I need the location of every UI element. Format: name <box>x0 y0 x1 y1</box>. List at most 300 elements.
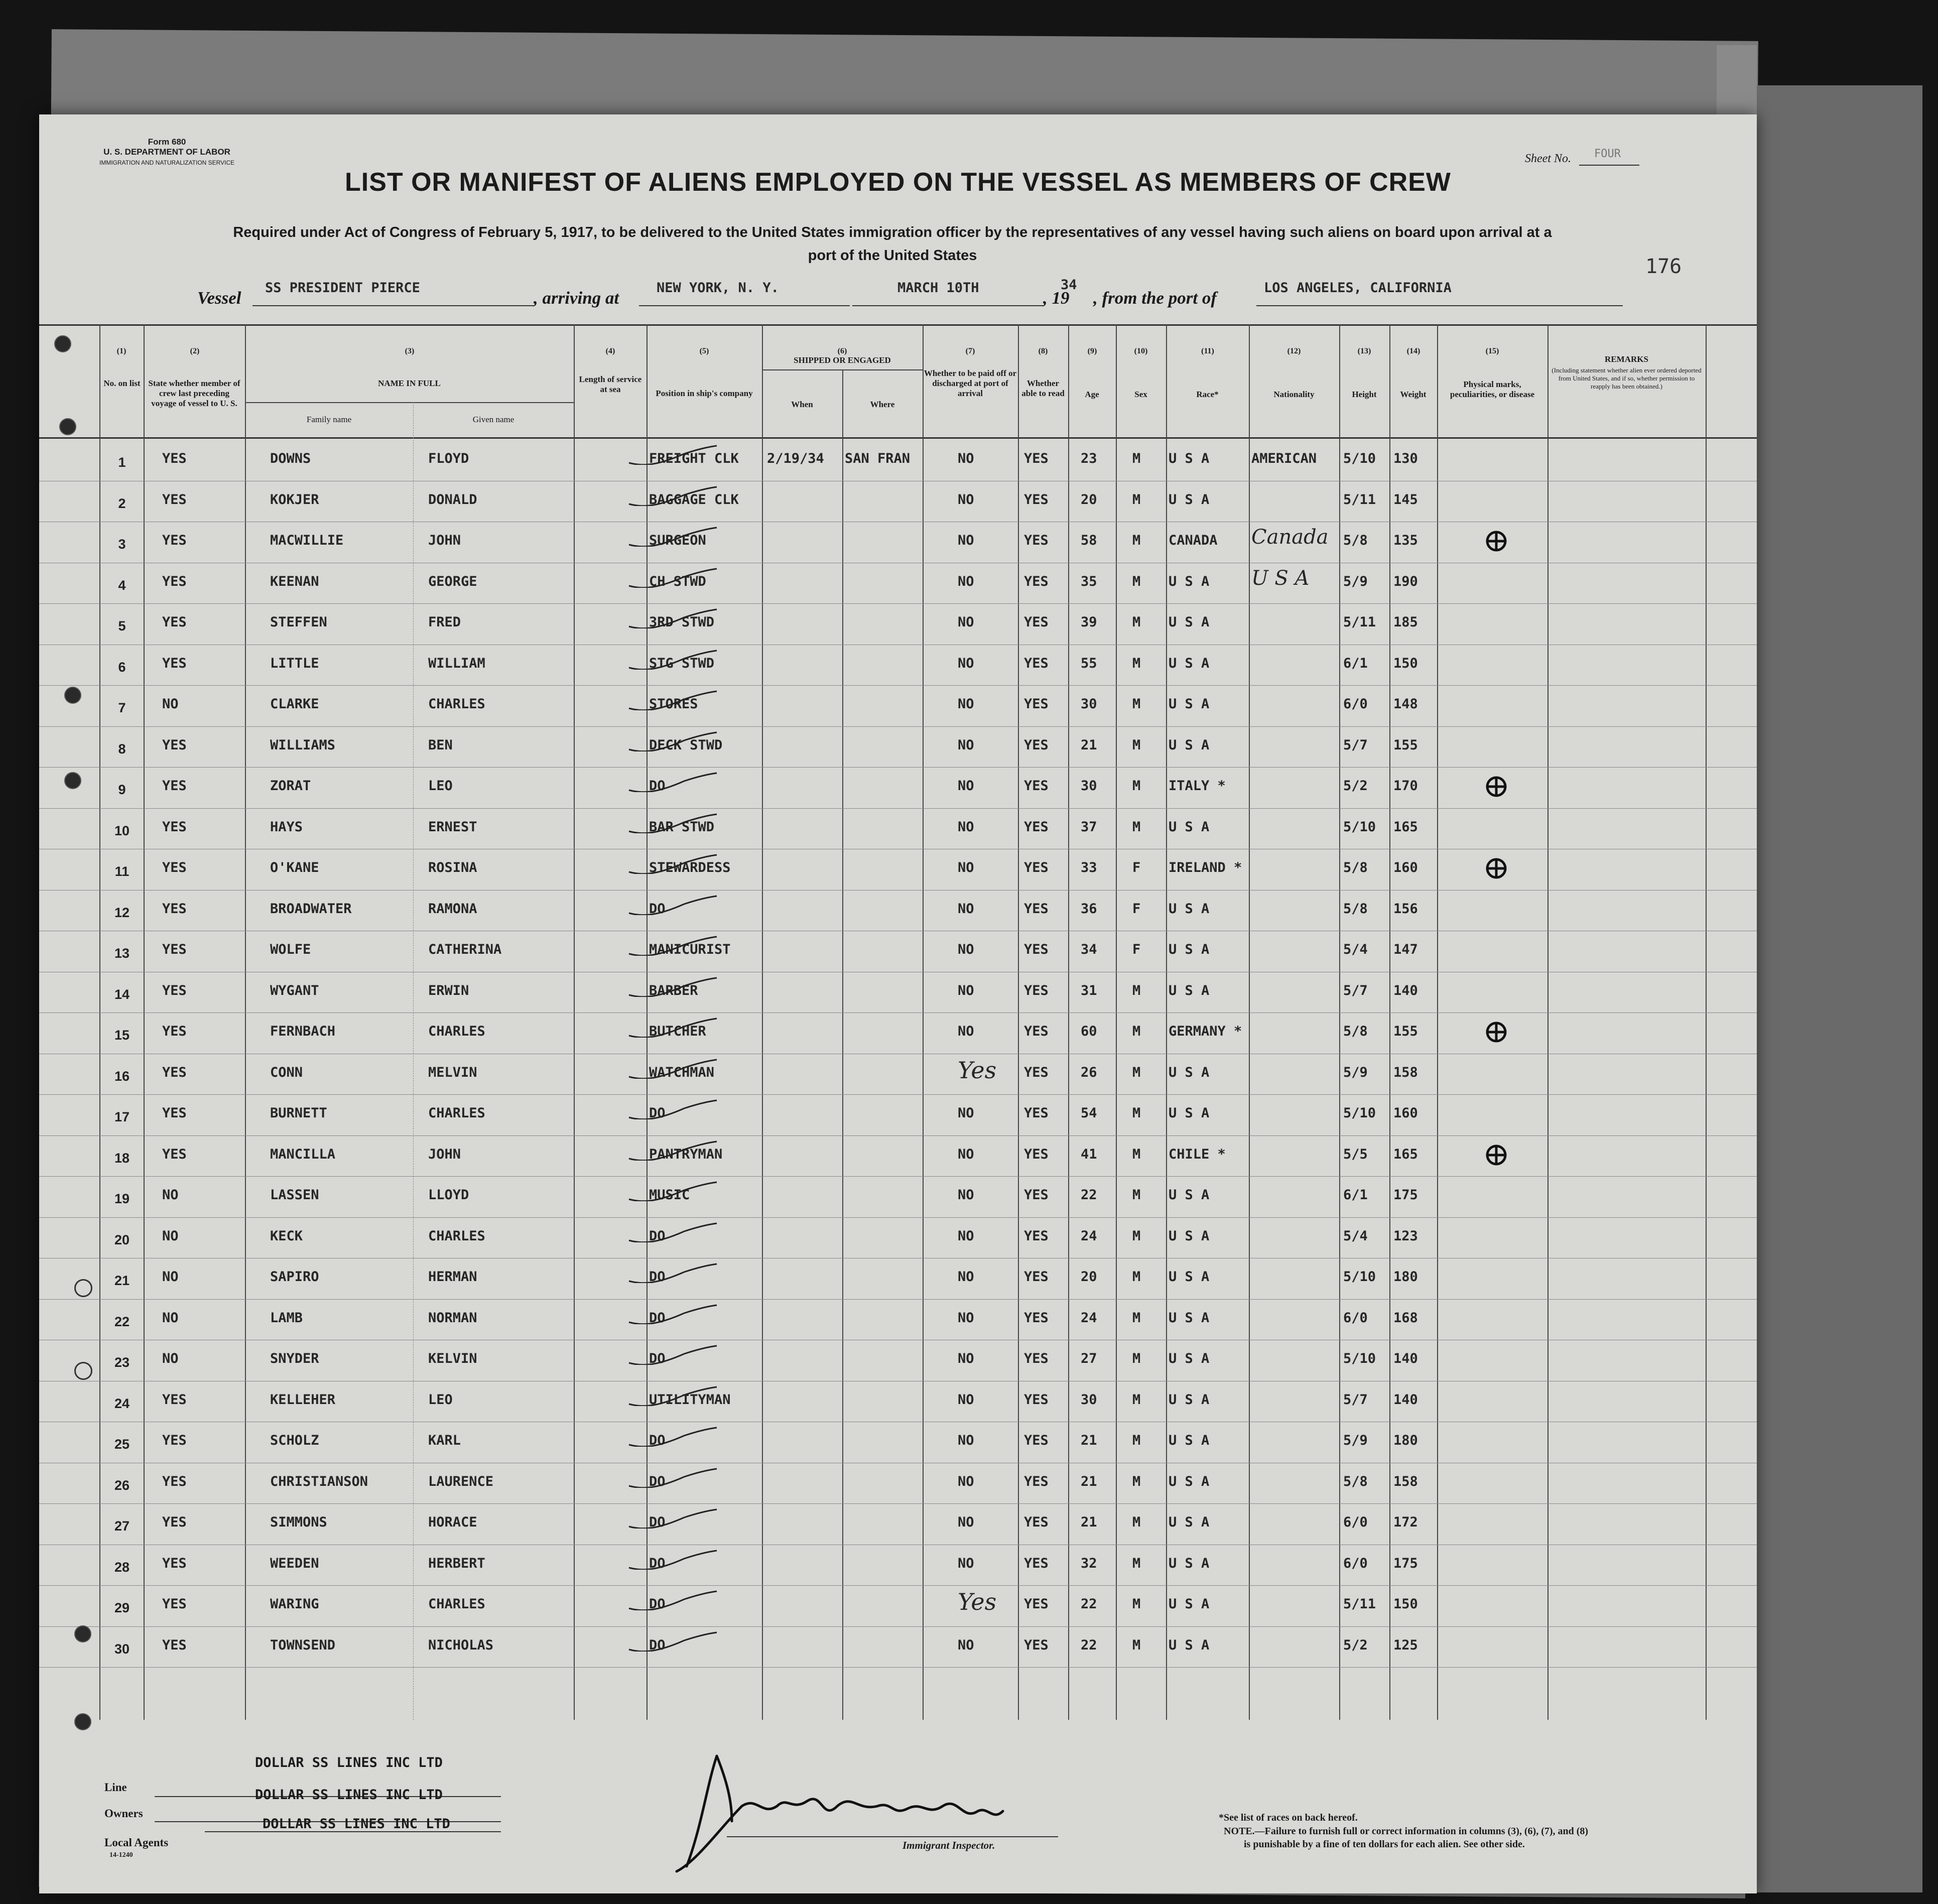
height-cell: 5/8 <box>1343 533 1368 548</box>
sex-cell: M <box>1132 1473 1141 1489</box>
inspector-signature <box>657 1746 1108 1886</box>
able-read-cell: YES <box>1024 1064 1049 1080</box>
name-subheader-line <box>245 402 574 403</box>
position-cell: DO <box>649 1596 666 1612</box>
able-read-cell: YES <box>1024 1310 1049 1326</box>
prev-voyage-cell: YES <box>162 1555 187 1571</box>
age-cell: 22 <box>1081 1637 1097 1653</box>
height-cell: 5/11 <box>1343 491 1376 507</box>
prev-voyage-cell: YES <box>162 491 187 507</box>
given-name-cell: RAMONA <box>428 901 477 917</box>
document-title: LIST OR MANIFEST OF ALIENS EMPLOYED ON THE VESSEL AS MEMBERS OF CREW <box>345 168 1451 197</box>
height-cell: 5/7 <box>1343 1391 1368 1408</box>
row-number: 28 <box>114 1559 130 1575</box>
weight-cell: 160 <box>1393 860 1418 875</box>
prev-voyage-cell: YES <box>162 573 187 589</box>
able-read-cell: YES <box>1024 1637 1049 1653</box>
race-cell: CANADA <box>1169 533 1218 548</box>
given-name-cell: MELVIN <box>428 1064 477 1080</box>
able-read-cell: YES <box>1024 1351 1049 1366</box>
sex-cell: M <box>1132 1514 1141 1530</box>
position-cell: DO <box>649 778 666 794</box>
family-name-cell: CHRISTIANSON <box>270 1473 368 1489</box>
row-rule <box>39 1012 1757 1013</box>
weight-cell: 180 <box>1393 1433 1418 1448</box>
age-cell: 24 <box>1081 1228 1097 1244</box>
weight-cell: 125 <box>1393 1637 1418 1653</box>
weight-cell: 155 <box>1393 1024 1418 1039</box>
sheet-number-field <box>1579 148 1639 166</box>
age-cell: 21 <box>1081 1433 1097 1448</box>
age-cell: 24 <box>1081 1310 1097 1326</box>
vessel-underline <box>252 305 534 306</box>
weight-cell: 140 <box>1393 1391 1418 1408</box>
race-cell: U S A <box>1169 1596 1210 1612</box>
colnum-8: (8) <box>1038 347 1048 355</box>
position-cell: DO <box>649 1228 666 1244</box>
weight-cell: 150 <box>1393 1596 1418 1612</box>
given-name-cell: FLOYD <box>428 451 469 466</box>
age-cell: 30 <box>1081 696 1097 712</box>
row-rule <box>39 1299 1757 1300</box>
header-state-whether: State whether member of crew last preceding voyage of vessel to U. S. <box>148 378 240 408</box>
check-mark-icon <box>624 1263 719 1283</box>
weight-cell: 185 <box>1393 614 1418 630</box>
check-mark-icon <box>624 1059 719 1079</box>
able-read-cell: YES <box>1024 1187 1049 1203</box>
family-name-cell: SAPIRO <box>270 1269 319 1285</box>
given-name-cell: CHARLES <box>428 1105 485 1121</box>
prev-voyage-cell: YES <box>162 614 187 630</box>
paid-off-cell: NO <box>958 491 974 507</box>
from-port-underline <box>1256 305 1623 306</box>
given-name-cell: JOHN <box>428 533 461 548</box>
sex-cell: M <box>1132 1064 1141 1080</box>
row-number: 19 <box>114 1191 130 1206</box>
shipped-where-cell: SAN FRAN <box>845 451 911 466</box>
col-divider <box>574 324 575 1720</box>
prev-voyage-cell: YES <box>162 1596 187 1612</box>
row-number: 9 <box>118 782 126 797</box>
col-divider <box>413 402 414 1720</box>
given-name-cell: JOHN <box>428 1146 461 1162</box>
circled-cross-icon <box>1485 530 1508 553</box>
vessel-info-line <box>39 277 1757 310</box>
page-number-stamp: 176 <box>1645 255 1682 278</box>
height-cell: 5/9 <box>1343 1433 1368 1448</box>
paid-off-cell: NO <box>958 1228 974 1244</box>
form-header-block <box>99 137 234 168</box>
colnum-12: (12) <box>1287 347 1301 355</box>
prev-voyage-cell: YES <box>162 1105 187 1121</box>
height-cell: 5/10 <box>1343 819 1376 835</box>
given-name-cell: BEN <box>428 737 453 753</box>
binder-hole <box>74 1713 91 1730</box>
agents-underline <box>205 1831 501 1832</box>
inspector-label: Immigrant Inspector. <box>902 1839 995 1851</box>
paid-off-cell: NO <box>958 1269 974 1285</box>
family-name-cell: BROADWATER <box>270 901 352 917</box>
prev-voyage-cell: YES <box>162 655 187 671</box>
weight-cell: 168 <box>1393 1310 1418 1326</box>
family-name-cell: WILLIAMS <box>270 737 336 753</box>
family-name-cell: KECK <box>270 1228 303 1244</box>
weight-cell: 147 <box>1393 942 1418 957</box>
able-read-cell: YES <box>1024 860 1049 875</box>
check-mark-icon <box>624 1345 719 1365</box>
shipped-when-cell: 2/19/34 <box>767 451 824 466</box>
sex-cell: M <box>1132 573 1141 589</box>
row-number: 27 <box>114 1518 130 1534</box>
age-cell: 30 <box>1081 1391 1097 1408</box>
age-cell: 39 <box>1081 614 1097 630</box>
family-name-cell: HAYS <box>270 819 303 835</box>
height-cell: 6/0 <box>1343 1310 1368 1326</box>
age-cell: 22 <box>1081 1187 1097 1203</box>
able-read-cell: YES <box>1024 491 1049 507</box>
weight-cell: 175 <box>1393 1555 1418 1571</box>
header-height: Height <box>1352 390 1377 399</box>
arriving-port: NEW YORK, N. Y. <box>657 280 779 296</box>
weight-cell: 165 <box>1393 819 1418 835</box>
family-name-cell: WYGANT <box>270 982 319 998</box>
sex-cell: F <box>1132 860 1141 875</box>
race-cell: IRELAND * <box>1169 860 1242 875</box>
family-name-cell: BURNETT <box>270 1105 327 1121</box>
family-name-cell: LITTLE <box>270 655 319 671</box>
check-mark-icon <box>624 650 719 670</box>
family-name-cell: LAMB <box>270 1310 303 1326</box>
race-cell: U S A <box>1169 1391 1210 1408</box>
race-cell: U S A <box>1169 573 1210 589</box>
row-number: 23 <box>114 1355 130 1370</box>
col-divider <box>1018 324 1019 1720</box>
height-cell: 5/7 <box>1343 737 1368 753</box>
position-cell: DO <box>649 1637 666 1653</box>
race-cell: U S A <box>1169 696 1210 712</box>
col-divider <box>923 324 924 1720</box>
position-cell: FREIGHT CLK <box>649 451 739 466</box>
family-name-cell: KEENAN <box>270 573 319 589</box>
race-cell: U S A <box>1169 1228 1210 1244</box>
binder-hole <box>54 335 71 352</box>
paid-off-cell: NO <box>958 655 974 671</box>
circled-cross-icon <box>1485 857 1508 880</box>
row-number: 3 <box>118 537 126 552</box>
paid-off-cell: NO <box>958 860 974 875</box>
nationality-cell: Canada <box>1251 526 1329 549</box>
weight-cell: 172 <box>1393 1514 1418 1530</box>
position-cell: DO <box>649 1269 666 1285</box>
arriving-label: , arriving at <box>534 288 619 308</box>
given-name-cell: ROSINA <box>428 860 477 875</box>
row-number: 24 <box>114 1395 130 1411</box>
row-number: 20 <box>114 1232 130 1247</box>
weight-cell: 140 <box>1393 1351 1418 1366</box>
check-mark-icon <box>624 1631 719 1652</box>
check-mark-icon <box>624 690 719 710</box>
prev-voyage-cell: YES <box>162 819 187 835</box>
colnum-2: (2) <box>190 347 200 355</box>
row-number: 8 <box>118 741 126 756</box>
header-race: Race* <box>1196 390 1219 399</box>
binder-hole <box>64 687 81 704</box>
check-mark-icon <box>624 772 719 792</box>
given-name-cell: HERBERT <box>428 1555 485 1571</box>
weight-cell: 150 <box>1393 655 1418 671</box>
able-read-cell: YES <box>1024 1228 1049 1244</box>
sex-cell: M <box>1132 1269 1141 1285</box>
able-read-cell: YES <box>1024 819 1049 835</box>
local-agents-label: Local Agents <box>104 1836 169 1849</box>
height-cell: 6/0 <box>1343 1514 1368 1530</box>
colnum-5: (5) <box>699 347 709 355</box>
check-mark-icon <box>624 608 719 628</box>
paid-off-cell: NO <box>958 819 974 835</box>
height-cell: 5/10 <box>1343 1105 1376 1121</box>
weight-cell: 130 <box>1393 451 1418 466</box>
colnum-14: (14) <box>1406 347 1420 355</box>
paid-off-cell: NO <box>958 573 974 589</box>
header-no-on-list: No. on list <box>103 378 141 388</box>
circled-cross-icon <box>1485 1144 1508 1167</box>
able-read-cell: YES <box>1024 942 1049 957</box>
able-read-cell: YES <box>1024 778 1049 794</box>
prev-voyage-cell: YES <box>162 1391 187 1408</box>
inspector-underline <box>727 1836 1058 1837</box>
paid-off-cell: NO <box>958 1433 974 1448</box>
table-header-border <box>39 437 1757 439</box>
race-cell: U S A <box>1169 1187 1210 1203</box>
age-cell: 26 <box>1081 1064 1097 1080</box>
from-port: LOS ANGELES, CALIFORNIA <box>1264 280 1452 296</box>
age-cell: 37 <box>1081 819 1097 835</box>
sex-cell: M <box>1132 1310 1141 1326</box>
subtitle-line-1: Required under Act of Congress of February 5, 1917, to be delivered to the United States immigration officer by the representatives of any vessel having such aliens on board upon arrival at a <box>233 224 1552 240</box>
crew-table <box>39 324 1757 1730</box>
prev-voyage-cell: YES <box>162 533 187 548</box>
race-cell: U S A <box>1169 1637 1210 1653</box>
age-cell: 20 <box>1081 491 1097 507</box>
row-rule <box>39 603 1757 604</box>
row-number: 15 <box>114 1028 130 1043</box>
given-name-cell: CHARLES <box>428 1228 485 1244</box>
nationality-cell: U S A <box>1251 566 1310 590</box>
prev-voyage-cell: YES <box>162 778 187 794</box>
footer-code: 14-1240 <box>109 1851 133 1859</box>
binder-ring <box>74 1279 92 1297</box>
sheet-number-value: FOUR <box>1594 148 1621 160</box>
family-name-cell: KELLEHER <box>270 1391 336 1408</box>
prev-voyage-cell: NO <box>162 1228 179 1244</box>
paid-off-cell: NO <box>958 778 974 794</box>
height-cell: 5/8 <box>1343 1473 1368 1489</box>
year-label: , 19 <box>1043 288 1070 308</box>
age-cell: 21 <box>1081 1514 1097 1530</box>
age-cell: 20 <box>1081 1269 1097 1285</box>
row-number: 4 <box>118 577 126 593</box>
race-cell: U S A <box>1169 655 1210 671</box>
position-cell: PANTRYMAN <box>649 1146 723 1162</box>
check-mark-icon <box>624 813 719 833</box>
prev-voyage-cell: NO <box>162 1351 179 1366</box>
height-cell: 5/8 <box>1343 1024 1368 1039</box>
able-read-cell: YES <box>1024 655 1049 671</box>
position-cell: MUSIC <box>649 1187 690 1203</box>
race-cell: ITALY * <box>1169 778 1226 794</box>
family-name-cell: WOLFE <box>270 942 311 957</box>
races-note: *See list of races on back hereof. <box>1219 1812 1358 1823</box>
age-cell: 21 <box>1081 1473 1097 1489</box>
height-cell: 5/2 <box>1343 1637 1368 1653</box>
colnum-1: (1) <box>116 347 126 355</box>
able-read-cell: YES <box>1024 451 1049 466</box>
col-divider <box>245 324 246 1720</box>
row-number: 6 <box>118 659 126 675</box>
family-name-cell: ZORAT <box>270 778 311 794</box>
age-cell: 31 <box>1081 982 1097 998</box>
check-mark-icon <box>624 568 719 588</box>
given-name-cell: DONALD <box>428 491 477 507</box>
weight-cell: 148 <box>1393 696 1418 712</box>
row-rule <box>39 1585 1757 1586</box>
weight-cell: 170 <box>1393 778 1418 794</box>
sex-cell: M <box>1132 1596 1141 1612</box>
position-cell: BAGGAGE CLK <box>649 491 739 507</box>
position-cell: DO <box>649 1310 666 1326</box>
sex-cell: M <box>1132 1024 1141 1039</box>
row-number: 11 <box>114 864 130 879</box>
col-divider <box>1547 324 1548 1720</box>
row-number: 5 <box>118 618 126 633</box>
circled-cross-icon <box>1485 1021 1508 1044</box>
sex-cell: M <box>1132 533 1141 548</box>
family-name-cell: TOWNSEND <box>270 1637 336 1653</box>
race-cell: U S A <box>1169 1269 1210 1285</box>
prev-voyage-cell: YES <box>162 982 187 998</box>
race-cell: U S A <box>1169 982 1210 998</box>
paid-off-cell: Yes <box>958 1588 997 1615</box>
weight-cell: 140 <box>1393 982 1418 998</box>
able-read-cell: YES <box>1024 696 1049 712</box>
height-cell: 5/4 <box>1343 1228 1368 1244</box>
age-cell: 60 <box>1081 1024 1097 1039</box>
given-name-cell: ERNEST <box>428 819 477 835</box>
row-number: 25 <box>114 1437 130 1452</box>
header-age: Age <box>1085 390 1099 399</box>
check-mark-icon <box>624 1508 719 1529</box>
paid-off-cell: NO <box>958 1187 974 1203</box>
race-cell: U S A <box>1169 737 1210 753</box>
prev-voyage-cell: NO <box>162 696 179 712</box>
sex-cell: M <box>1132 819 1141 835</box>
position-cell: STEWARDESS <box>649 860 731 875</box>
paid-off-cell: NO <box>958 451 974 466</box>
weight-cell: 155 <box>1393 737 1418 753</box>
service-name: IMMIGRATION AND NATURALIZATION SERVICE <box>99 159 235 166</box>
position-cell: 3RD STWD <box>649 614 715 630</box>
given-name-cell: LLOYD <box>428 1187 469 1203</box>
height-cell: 5/10 <box>1343 451 1376 466</box>
date-underline <box>852 305 1043 306</box>
family-name-cell: SIMMONS <box>270 1514 327 1530</box>
row-number: 2 <box>118 495 126 511</box>
weight-cell: 135 <box>1393 533 1418 548</box>
given-name-cell: CHARLES <box>428 1596 485 1612</box>
row-number: 22 <box>114 1314 130 1329</box>
nationality-cell: AMERICAN <box>1251 451 1317 466</box>
colnum-10: (10) <box>1134 347 1148 355</box>
binder-ring <box>74 1362 92 1380</box>
row-rule <box>39 808 1757 809</box>
check-mark-icon <box>624 1304 719 1324</box>
form-number: Form 680 <box>148 137 186 147</box>
weight-cell: 160 <box>1393 1105 1418 1121</box>
row-rule <box>39 1094 1757 1095</box>
age-cell: 22 <box>1081 1596 1097 1612</box>
able-read-cell: YES <box>1024 533 1049 548</box>
prev-voyage-cell: NO <box>162 1269 179 1285</box>
race-cell: U S A <box>1169 1105 1210 1121</box>
given-name-cell: FRED <box>428 614 461 630</box>
given-name-cell: KELVIN <box>428 1351 477 1366</box>
colnum-3: (3) <box>405 347 415 355</box>
subtitle-line-2: port of the United States <box>808 247 977 264</box>
position-cell: SURGEON <box>649 533 706 548</box>
able-read-cell: YES <box>1024 1473 1049 1489</box>
col-divider <box>1249 324 1250 1720</box>
header-where: Where <box>870 400 895 409</box>
race-cell: U S A <box>1169 1351 1210 1366</box>
family-name-cell: KOKJER <box>270 491 319 507</box>
row-number: 30 <box>114 1641 130 1657</box>
vessel-label: Vessel <box>197 288 241 308</box>
header-sex: Sex <box>1134 390 1147 399</box>
paid-off-cell: NO <box>958 1473 974 1489</box>
prev-voyage-cell: NO <box>162 1187 179 1203</box>
race-cell: U S A <box>1169 942 1210 957</box>
position-cell: BAR STWD <box>649 819 715 835</box>
sex-cell: M <box>1132 1351 1141 1366</box>
race-cell: U S A <box>1169 1064 1210 1080</box>
check-mark-icon <box>624 1018 719 1038</box>
check-mark-icon <box>624 1468 719 1488</box>
position-cell: DO <box>649 1351 666 1366</box>
manifest-footer <box>39 1741 1757 1891</box>
able-read-cell: YES <box>1024 1391 1049 1408</box>
position-cell: UTILITYMAN <box>649 1391 731 1408</box>
colnum-15: (15) <box>1485 347 1499 355</box>
height-cell: 5/2 <box>1343 778 1368 794</box>
paid-off-cell: NO <box>958 942 974 957</box>
penalty-note-2: is punishable by a fine of ten dollars for each alien. See other side. <box>1244 1839 1525 1850</box>
given-name-cell: LEO <box>428 778 453 794</box>
prev-voyage-cell: YES <box>162 451 187 466</box>
row-rule <box>39 767 1757 768</box>
col-divider <box>1389 324 1390 1720</box>
height-cell: 5/7 <box>1343 982 1368 998</box>
paid-off-cell: NO <box>958 1391 974 1408</box>
race-cell: U S A <box>1169 1473 1210 1489</box>
paid-off-cell: NO <box>958 696 974 712</box>
sex-cell: M <box>1132 1433 1141 1448</box>
prev-voyage-cell: YES <box>162 1514 187 1530</box>
row-number: 1 <box>118 455 126 470</box>
binder-hole <box>64 772 81 789</box>
age-cell: 34 <box>1081 942 1097 957</box>
given-name-cell: HORACE <box>428 1514 477 1530</box>
position-cell: BARBER <box>649 982 698 998</box>
